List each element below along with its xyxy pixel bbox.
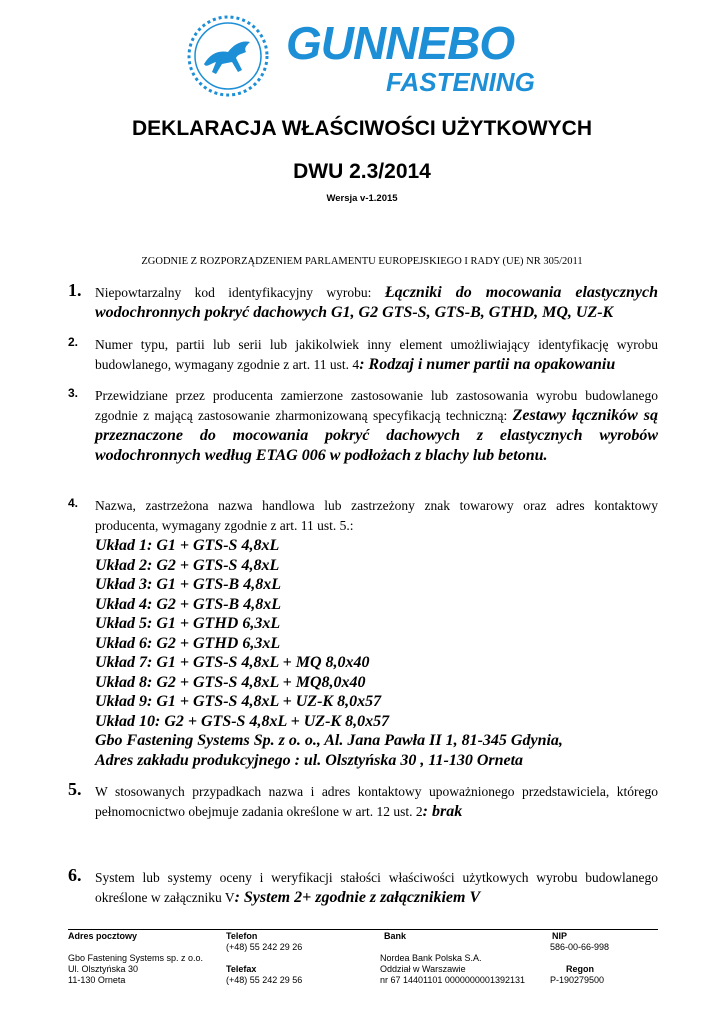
section-text: Niepowtarzalny kod identyfikacyjny wyrobu: [95, 285, 385, 300]
footer-bank-line: Oddział w Warszawie [380, 964, 466, 974]
list-item: Układ 9: G1 + GTS-S 4,8xL + UZ-K 8,0x57 [95, 693, 382, 710]
section-number: 3. [68, 386, 79, 400]
document-title: DEKLARACJA WŁAŚCIWOŚCI UŻYTKOWYCH [131, 117, 593, 140]
list-item: Układ 10: G2 + GTS-S 4,8xL + UZ-K 8,0x57 [95, 712, 390, 730]
section-text: Numer typu, partii lub serii lub jakikolwiek inny element umożliwiający identyfikację wyrobu budowlanego, wymagany zgodnie z art. 11 ust. 4 [95, 337, 658, 372]
section-value: : Rodzaj i numer partii na opakowaniu [359, 356, 616, 373]
list-item: Układ 7: G1 + GTS-S 4,8xL + MQ 8,0x40 [95, 654, 370, 671]
logo-subtitle: FASTENING [386, 67, 535, 97]
list-item: Gbo Fastening Systems Sp. z o. o., Al. Jana Pawła II 1, 81-345 Gdynia, [95, 732, 563, 749]
section-5 [68, 779, 658, 822]
footer-nip-heading: NIP [552, 931, 568, 941]
footer-phone: (+48) 55 242 29 26 [226, 942, 303, 952]
footer-address-heading: Adres pocztowy [68, 931, 138, 941]
section-value: : brak [422, 803, 463, 820]
list-item: Układ 8: G2 + GTS-S 4,8xL + MQ8,0x40 [95, 673, 366, 691]
list-item: Układ 5: G1 + GTHD 6,3xL [95, 615, 281, 632]
list-item: Układ 1: G1 + GTS-S 4,8xL [95, 537, 280, 554]
company-logo [186, 14, 538, 98]
footer-bank-account: nr 67 14401101 0000000001392131 [380, 975, 525, 985]
document-number: DWU 2.3/2014 [293, 160, 431, 183]
regulation-line: ZGODNIE Z ROZPORZĄDZENIEM PARLAMENTU EUROPEJSKIEGO I RADY (UE) NR 305/2011 [141, 256, 583, 267]
section-1 [68, 280, 659, 323]
footer-phone-heading: Telefon [226, 931, 258, 941]
section-text: W stosowanych przypadkach nazwa i adres kontaktowy upoważnionego przedstawiciela, którego pełnomocnictwo obejmuje zadania określone w art. 12 ust. 2 [95, 784, 658, 819]
section-number: 1. [68, 280, 82, 300]
footer-nip: 586-00-66-998 [550, 942, 610, 952]
footer-regon-heading: Regon [566, 964, 594, 974]
footer-bank-line: Nordea Bank Polska S.A. [380, 953, 482, 963]
section-value: Zestawy łączników są przeznaczone do mocowania pokryć dachowych z elastycznych wyrobów wodochronnych według ETAG 006 w podłożach z blachy lub betonu. [95, 407, 658, 464]
document-version: Wersja v-1.2015 [326, 193, 398, 204]
list-item: Adres zakładu produkcyjnego : ul. Olsztyńska 30 , 11-130 Orneta [95, 751, 524, 769]
section-number: 2. [68, 335, 79, 349]
horse-seal-icon [186, 14, 270, 98]
footer-address-line: Gbo Fastening Systems sp. z o.o. [68, 953, 204, 963]
section-value: Łączniki do mocowania elastycznych wodochronnych pokryć dachowych G1, G2 GTS-S, GTS-B, GTHD, MQ, UZ-K [95, 284, 659, 321]
section-text: Przewidziane przez producenta zamierzone zastosowanie lub zastosowania wyrobu budowlanego zgodnie z mającą zastosowanie zharmonizowaną specyfikacją techniczną: [95, 388, 658, 423]
section-text: Nazwa, zastrzeżona nazwa handlowa lub zastrzeżony znak towarowy oraz adres kontaktowy producenta, wymagany zgodnie z art. 11 ust. 5.: [95, 498, 658, 533]
footer-bank-heading: Bank [384, 931, 407, 941]
section-text: System lub systemy oceny i weryfikacji stałości właściwości użytkowych wyrobu budowlanego określone w załączniku V [95, 870, 658, 905]
section-4 [68, 496, 658, 770]
section-6 [68, 865, 658, 908]
logo-wordmark: GUNNEBO [286, 17, 515, 69]
section-3 [68, 386, 658, 466]
section-2 [68, 335, 658, 375]
section-number: 4. [68, 496, 79, 510]
system-list [95, 536, 658, 770]
list-item: Układ 6: G2 + GTHD 6,3xL [95, 634, 281, 652]
list-item: Układ 4: G2 + GTS-B 4,8xL [95, 595, 281, 613]
list-item: Układ 2: G2 + GTS-S 4,8xL [95, 556, 280, 574]
footer-fax-heading: Telefax [226, 964, 257, 974]
footer-address-line: 11-130 Orneta [68, 975, 126, 985]
footer-fax: (+48) 55 242 29 56 [226, 975, 303, 985]
section-number: 6. [68, 865, 82, 885]
footer-divider [68, 929, 658, 930]
section-number: 5. [68, 779, 82, 799]
list-item: Układ 3: G1 + GTS-B 4,8xL [95, 576, 281, 593]
section-value: : System 2+ zgodnie z załącznikiem V [234, 889, 481, 906]
footer-address-line: Ul. Olsztyńska 30 [68, 964, 139, 974]
footer-regon: P-190279500 [550, 975, 605, 985]
